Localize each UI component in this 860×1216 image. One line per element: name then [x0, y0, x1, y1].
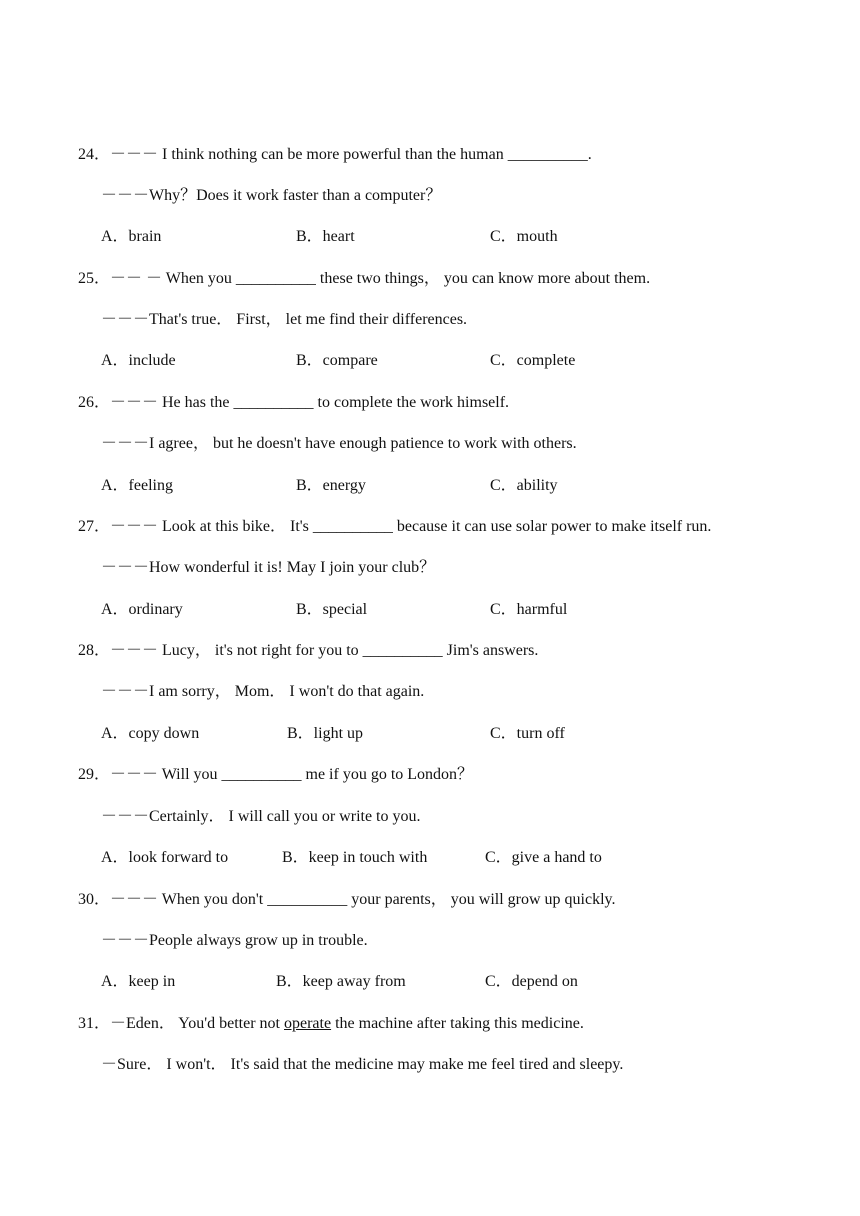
q25-option-b: B．compare: [296, 352, 378, 369]
q26-option-a: A．feeling: [101, 477, 173, 494]
question-24: 24．－－－ I think nothing can be more powerful than the human __________.: [78, 146, 592, 163]
q24-option-b: B．heart: [296, 228, 355, 245]
q24-option-a: A．brain: [101, 228, 162, 245]
q30-option-b: B．keep away from: [276, 973, 406, 990]
q29-option-b: B．keep in touch with: [282, 849, 428, 866]
answer-29: －－－Certainly． I will call you or write to you.: [101, 808, 421, 825]
q29-option-a: A．look forward to: [101, 849, 229, 866]
answer-28: －－－I am sorry， Mom． I won't do that again.: [101, 683, 425, 700]
q25-option-a: A．include: [101, 352, 176, 369]
question-25: 25．－－ － When you __________ these two things， you can know more about them.: [78, 270, 651, 287]
question-31: [78, 1014, 584, 1034]
answer-27: －－－How wonderful it is! May I join your club？: [101, 559, 436, 576]
question-31-prefix: 31．－Eden． You'd better not: [78, 1015, 284, 1032]
question-29: 29．－－－ Will you __________ me if you go to London？: [78, 766, 474, 783]
q27-option-c: C．harmful: [490, 601, 568, 618]
q30-option-c: C．depend on: [485, 973, 578, 990]
question-26: 26．－－－ He has the __________ to complete the work himself.: [78, 394, 510, 411]
q28-option-c: C．turn off: [490, 725, 565, 742]
answer-31: －Sure． I won't． It's said that the medicine may make me feel tired and sleepy.: [101, 1056, 624, 1073]
q28-option-a: A．copy down: [101, 725, 200, 742]
question-31-suffix: the machine after taking this medicine.: [331, 1015, 584, 1032]
question-31-underlined-word: operate: [284, 1015, 332, 1032]
q26-option-c: C．ability: [490, 477, 558, 494]
q24-option-c: C．mouth: [490, 228, 558, 245]
q26-option-b: B．energy: [296, 477, 366, 494]
q29-option-c: C．give a hand to: [485, 849, 602, 866]
answer-25: －－－That's true． First， let me find their differences.: [101, 311, 468, 328]
q25-option-c: C．complete: [490, 352, 576, 369]
q27-option-b: B．special: [296, 601, 368, 618]
question-30: 30．－－－ When you don't __________ your parents， you will grow up quickly.: [78, 891, 616, 908]
answer-26: －－－I agree， but he doesn't have enough patience to work with others.: [101, 435, 577, 452]
q28-option-b: B．light up: [287, 725, 364, 742]
q27-option-a: A．ordinary: [101, 601, 183, 618]
answer-24: －－－Why？Does it work faster than a computer？: [101, 187, 442, 204]
q30-option-a: A．keep in: [101, 973, 176, 990]
question-28: 28．－－－ Lucy， it's not right for you to __________ Jim's answers.: [78, 642, 539, 659]
question-27: 27．－－－ Look at this bike． It's __________ because it can use solar power to make itself run.: [78, 518, 712, 535]
answer-30: －－－People always grow up in trouble.: [101, 932, 368, 949]
